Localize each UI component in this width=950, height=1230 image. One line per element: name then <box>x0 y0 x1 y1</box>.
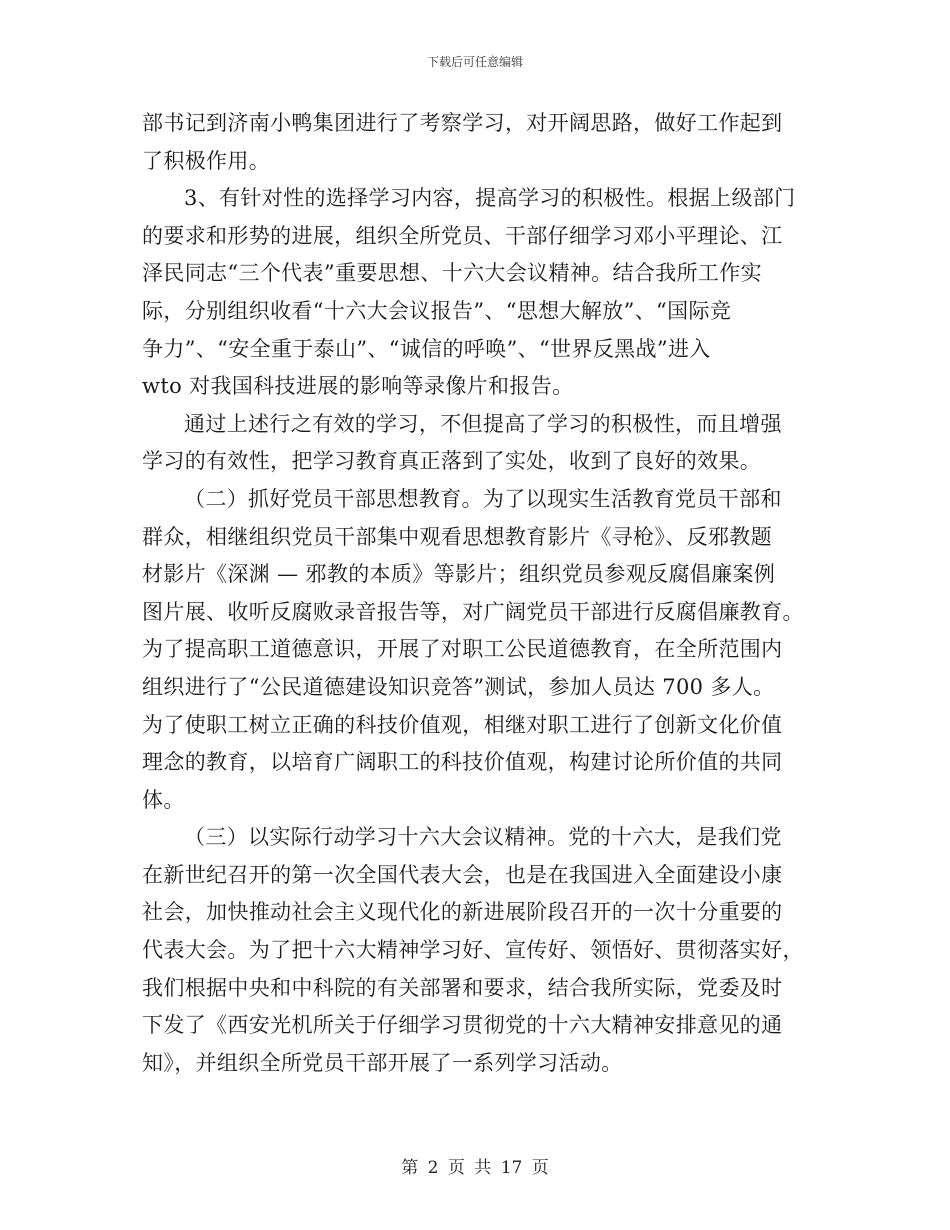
text-line: 知》，并组织全所党员干部开展了一系列学习活动。 <box>142 1050 623 1075</box>
text-line: 通过上述行之有效的学习，不但提高了学习的积极性，而且增强 <box>184 411 782 436</box>
text-line: 在新世纪召开的第一次全国代表大会，也是在我国进入全面建设小康 <box>142 862 783 887</box>
text-line: 争力”、“安全重于泰山”、“诚信的呼唤”、“世界反黑战”进入 <box>142 336 711 361</box>
text-line: 部书记到济南小鸭集团进行了考察学习，对开阔思路，做好工作起到 <box>142 111 783 135</box>
text-line: 泽民同志“三个代表”重要思想、十六大会议精神。结合我所工作实 <box>142 261 762 286</box>
text-line: 体。 <box>142 787 185 812</box>
document-body <box>142 105 802 1082</box>
text-line: （二）抓好党员干部思想教育。为了以现实生活教育党员干部和 <box>184 486 782 511</box>
text-line: 材影片《深渊 — 邪教的本质》等影片；组织党员参观反腐倡廉案例 <box>142 562 776 587</box>
text-line: 图片展、收听反腐败录音报告等，对广阔党员干部进行反腐倡廉教育。 <box>142 599 804 624</box>
text-line: 学习的有效性，把学习教育真正落到了实处，收到了良好的效果。 <box>142 449 762 474</box>
text-line: 际，分别组织收看“十六大会议报告”、“思想大解放”、“国际竞 <box>142 298 732 323</box>
text-line: 代表大会。为了把十六大精神学习好、宣传好、领悟好、贯彻落实好， <box>142 938 804 963</box>
text-line: 的要求和形势的进展，组织全所党员、干部仔细学习邓小平理论、江 <box>142 223 783 248</box>
text-line: 理念的教育，以培育广阔职工的科技价值观，构建讨论所价值的共同 <box>142 750 783 775</box>
text-line: 了积极作用。 <box>142 148 271 173</box>
header-note: 下载后可任意编辑 <box>426 55 523 69</box>
text-line: 组织进行了“公民道德建设知识竞答”测试，参加人员达 700 多人。 <box>142 674 775 699</box>
text-line: 我们根据中央和中科院的有关部署和要求，结合我所实际，党委及时 <box>142 975 783 1000</box>
page-number-footer: 第 2 页 共 17 页 <box>401 1158 549 1178</box>
text-line: 社会，加快推动社会主义现代化的新进展阶段召开的一次十分重要的 <box>142 900 783 925</box>
text-line: wto 对我国科技进展的影响等录像片和报告。 <box>142 374 574 399</box>
text-line: 下发了《西安光机所关于仔细学习贯彻党的十六大精神安排意见的通 <box>142 1013 783 1038</box>
text-line: 为了提高职工道德意识，开展了对职工公民道德教育，在全所范围内 <box>142 637 783 662</box>
text-line: 3、有针对性的选择学习内容，提高学习的积极性。根据上级部门 <box>184 186 796 211</box>
text-line: （三）以实际行动学习十六大会议精神。党的十六大，是我们党 <box>184 825 782 850</box>
text-line: 为了使职工树立正确的科技价值观，相继对职工进行了创新文化价值 <box>142 712 783 737</box>
text-line: 群众，相继组织党员干部集中观看思想教育影片《寻枪》、反邪教题 <box>142 524 772 549</box>
